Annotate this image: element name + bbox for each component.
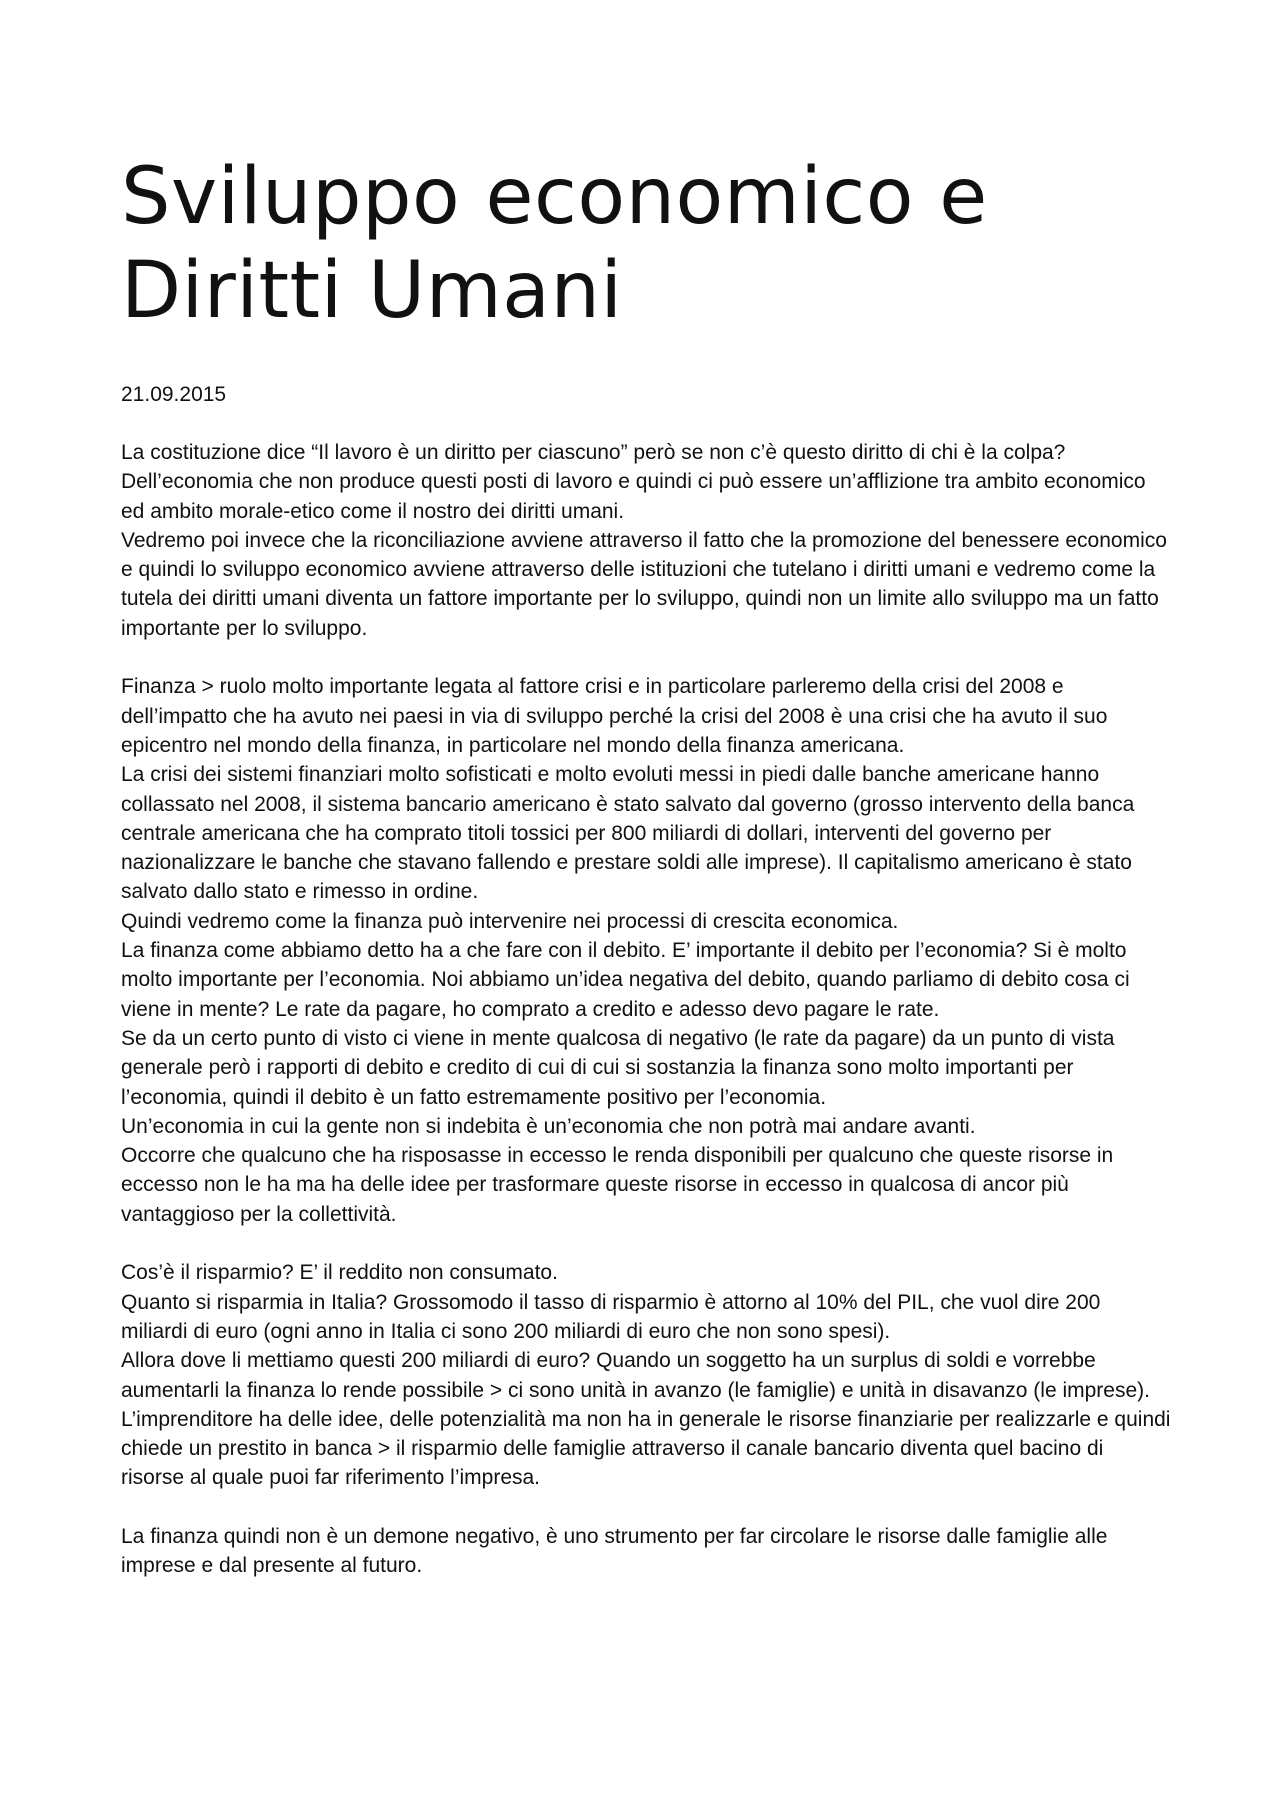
document-body — [121, 438, 1171, 1581]
paragraph: Vedremo poi invece che la riconciliazione avviene attraverso il fatto che la promozione del benessere economico e quindi lo sviluppo economico avviene attraverso delle istituzioni che tutelano i diritti umani e vedremo come la tutela dei diritti umani diventa un fattore importante per lo sviluppo, quindi non un limite allo sviluppo ma un fatto importante per lo sviluppo. — [121, 528, 1167, 640]
paragraph: La finanza come abbiamo detto ha a che fare con il debito. E’ importante il debito per l’economia? Si è molto molto importante per l’economia. Noi abbiamo un’idea negativa del debito, quando parliamo di debito cosa ci viene in mente? Le rate da pagare, ho comprato a credito e adesso devo pagare le rate. — [121, 939, 1130, 1021]
section-gap — [121, 643, 1171, 672]
document-date: 21.09.2015 — [121, 383, 227, 406]
paragraph: Se da un certo punto di visto ci viene in mente qualcosa di negativo (le rate da pagare) da un punto di vista generale però i rapporti di debito e credito di cui di cui si sostanzia la finanza sono molto importanti per l’economia, quindi il debito è un fatto estremamente positivo per l’economia. — [121, 1026, 1115, 1109]
title-line-1: Sviluppo economico e — [121, 152, 988, 242]
paragraph: L’imprenditore ha delle idee, delle potenzialità ma non ha in generale le risorse finanziarie per realizzarle e quindi chiede un prestito in banca > il risparmio delle famiglie attraverso il canale bancario diventa quel bacino di risorse al quale puoi far riferimento l’impresa. — [121, 1407, 1171, 1490]
paragraph: Un’economia in cui la gente non si indebita è un’economia che non potrà mai andare avanti. — [121, 1114, 976, 1138]
document-page — [121, 150, 1171, 1581]
paragraph: La finanza quindi non è un demone negativo, è uno strumento per far circolare le risorse dalle famiglie alle imprese e dal presente al futuro. — [121, 1524, 1108, 1578]
paragraph: Cos’è il risparmio? E’ il reddito non consumato. — [121, 1261, 558, 1285]
paragraph: Finanza > ruolo molto importante legata al fattore crisi e in particolare parleremo della crisi del 2008 e dell’impatto che ha avuto nei paesi in via di sviluppo perché la crisi del 2008 è una crisi che ha avuto il suo epicentro nel mondo della finanza, in particolare nel mondo della finanza americana. — [121, 675, 1108, 757]
document-title — [121, 150, 1171, 338]
paragraph: Occorre che qualcuno che ha risposasse in eccesso le renda disponibili per qualcuno che queste risorse in eccesso non le ha ma ha delle idee per trasformare queste risorse in eccesso in qualcosa di ancor più vantaggioso per la collettività. — [121, 1144, 1114, 1226]
paragraph: La crisi dei sistemi finanziari molto sofisticati e molto evoluti messi in piedi dalle banche americane hanno collassato nel 2008, il sistema bancario americano è stato salvato dal governo (grosso intervento della banca centrale americana che ha comprato titoli tossici per 800 miliardi di dollari, interventi del governo per nazionalizzare le banche che stavano fallendo e prestare soldi alle imprese). Il capitalismo americano è stato salvato dallo stato e rimesso in ordine. — [121, 763, 1135, 904]
section-gap — [121, 1493, 1171, 1522]
paragraph: Allora dove li mettiamo questi 200 miliardi di euro? Quando un soggetto ha un surplus di soldi e vorrebbe aumentarli la finanza lo rende possibile > ci sono unità in avanzo (le famiglie) e unità in disavanzo (le imprese). — [121, 1349, 1150, 1402]
paragraph: Quindi vedremo come la finanza può intervenire nei processi di crescita economica. — [121, 909, 899, 933]
title-line-2: Diritti Umani — [121, 246, 623, 336]
paragraph: Quanto si risparmia in Italia? Grossomodo il tasso di risparmio è attorno al 10% del PIL, che vuol dire 200 miliardi di euro (ogni anno in Italia ci sono 200 miliardi di euro che non sono spesi). — [121, 1290, 1101, 1343]
paragraph: La costituzione dice “Il lavoro è un diritto per ciascuno” però se non c’è questo diritto di chi è la colpa? Dell’economia che non produce questi posti di lavoro e quindi ci può essere un’afflizione tra ambito economico ed ambito morale-etico come il nostro dei diritti umani. — [121, 441, 1146, 523]
section-gap — [121, 1229, 1171, 1258]
